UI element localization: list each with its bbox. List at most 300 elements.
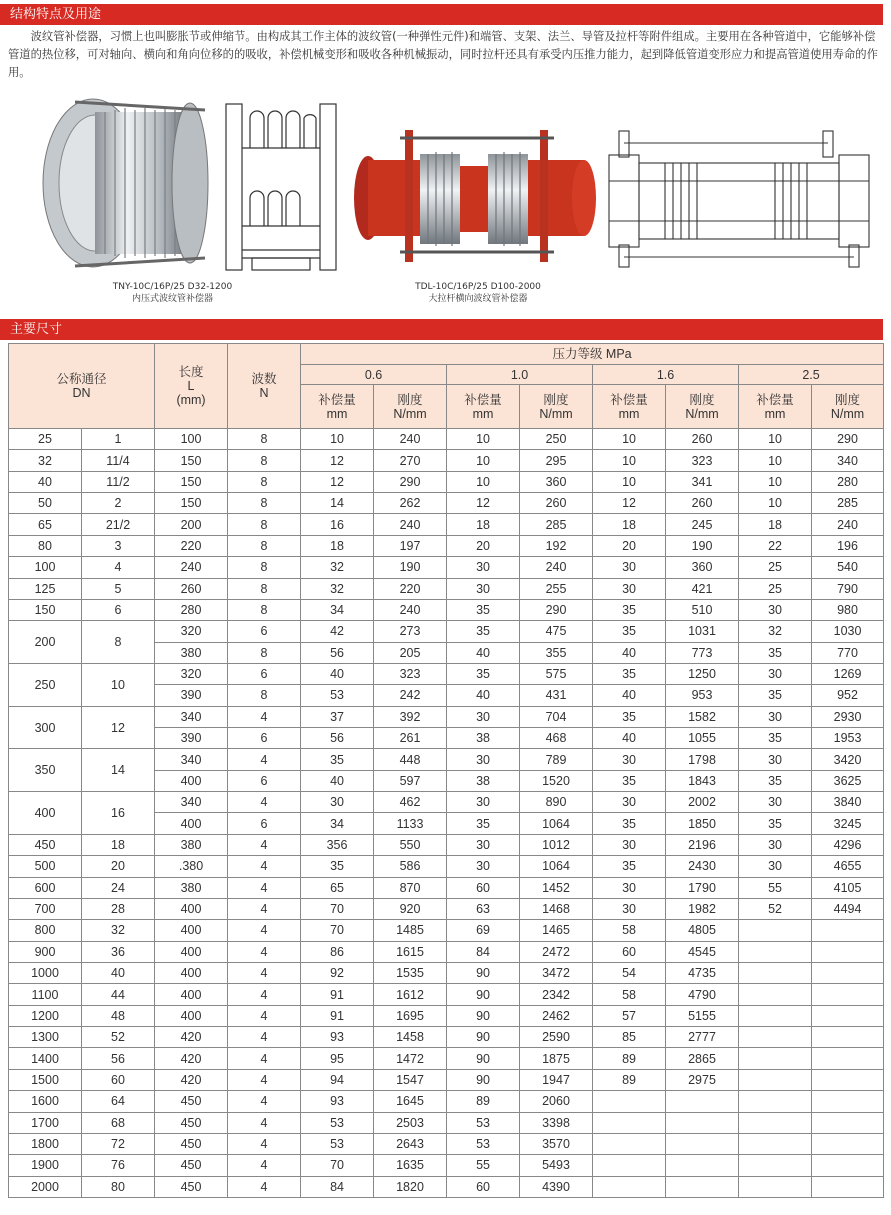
table-cell: 8 — [228, 514, 301, 535]
table-cell: 35 — [593, 599, 666, 620]
table-cell: 54 — [593, 962, 666, 983]
table-cell — [739, 1176, 812, 1197]
table-cell: 586 — [374, 856, 447, 877]
table-cell: 400 — [155, 813, 228, 834]
table-cell — [666, 1176, 739, 1197]
table-cell: 32 — [301, 578, 374, 599]
table-cell: 65 — [301, 877, 374, 898]
header-sub-label: 刚度 — [689, 392, 715, 407]
cell-dn: 20 — [82, 856, 155, 877]
table-row — [9, 1005, 884, 1026]
cell-dn: 400 — [9, 792, 82, 835]
table-cell: 4105 — [812, 877, 884, 898]
table-cell: 8 — [228, 642, 301, 663]
table-cell: 240 — [812, 514, 884, 535]
table-cell — [739, 1091, 812, 1112]
table-cell: 84 — [447, 941, 520, 962]
table-cell: 56 — [301, 728, 374, 749]
table-cell — [812, 1133, 884, 1154]
table-cell: 704 — [520, 706, 593, 727]
table-cell: 30 — [447, 856, 520, 877]
table-cell: 25 — [739, 578, 812, 599]
table-cell — [739, 984, 812, 1005]
cell-dn: 11/4 — [82, 450, 155, 471]
table-cell: 35 — [739, 813, 812, 834]
table-cell: 57 — [593, 1005, 666, 1026]
table-cell: 4 — [228, 1005, 301, 1026]
table-cell: 35 — [593, 663, 666, 684]
table-cell: 320 — [155, 663, 228, 684]
table-row — [9, 984, 884, 1005]
table-cell: 1547 — [374, 1069, 447, 1090]
cell-dn: 2000 — [9, 1176, 82, 1197]
table-cell: 220 — [374, 578, 447, 599]
table-cell: 70 — [301, 920, 374, 941]
table-cell: 790 — [812, 578, 884, 599]
table-cell: 30 — [739, 834, 812, 855]
cell-dn: 6 — [82, 599, 155, 620]
table-cell: 60 — [447, 877, 520, 898]
cell-dn: 300 — [9, 706, 82, 749]
table-cell: 14 — [301, 493, 374, 514]
table-cell: 8 — [228, 599, 301, 620]
table-cell: 1520 — [520, 770, 593, 791]
table-cell — [739, 1069, 812, 1090]
table-cell: 953 — [666, 685, 739, 706]
cell-dn: 1300 — [9, 1027, 82, 1048]
table-cell: 240 — [520, 557, 593, 578]
table-cell: 4 — [228, 1176, 301, 1197]
caption-name: 内压式波纹管补偿器 — [131, 294, 213, 304]
table-cell: 250 — [520, 429, 593, 450]
cell-dn: 4 — [82, 557, 155, 578]
table-cell: 1133 — [374, 813, 447, 834]
table-cell: 30 — [447, 706, 520, 727]
table-cell: 8 — [228, 429, 301, 450]
table-cell: 18 — [301, 535, 374, 556]
table-cell: 1250 — [666, 663, 739, 684]
table-cell: 12 — [593, 493, 666, 514]
table-row — [9, 514, 884, 535]
table-cell: 30 — [593, 792, 666, 813]
table-cell: 1485 — [374, 920, 447, 941]
table-cell: 6 — [228, 728, 301, 749]
table-cell: 1012 — [520, 834, 593, 855]
table-cell — [812, 1069, 884, 1090]
table-cell: 1472 — [374, 1048, 447, 1069]
cell-dn: 600 — [9, 877, 82, 898]
table-cell: 12 — [301, 450, 374, 471]
table-cell — [666, 1112, 739, 1133]
table-cell: 55 — [447, 1155, 520, 1176]
table-cell: 380 — [155, 877, 228, 898]
cell-dn: 25 — [9, 429, 82, 450]
table-cell: 6 — [228, 621, 301, 642]
table-cell: 1982 — [666, 898, 739, 919]
table-cell: 262 — [374, 493, 447, 514]
table-cell: 60 — [447, 1176, 520, 1197]
table-cell: 192 — [520, 535, 593, 556]
table-cell: 10 — [739, 471, 812, 492]
table-cell: 3472 — [520, 962, 593, 983]
table-cell: 390 — [155, 728, 228, 749]
table-cell: 323 — [374, 663, 447, 684]
table-cell: 2930 — [812, 706, 884, 727]
table-cell: 10 — [447, 471, 520, 492]
cell-dn: 125 — [9, 578, 82, 599]
table-cell: 4655 — [812, 856, 884, 877]
table-cell: 190 — [374, 557, 447, 578]
table-row — [9, 1112, 884, 1133]
table-cell: 35 — [447, 621, 520, 642]
cell-dn: 56 — [82, 1048, 155, 1069]
table-row — [9, 535, 884, 556]
table-cell: 400 — [155, 1005, 228, 1026]
table-cell: 93 — [301, 1027, 374, 1048]
table-cell: 91 — [301, 1005, 374, 1026]
table-cell: 6 — [228, 770, 301, 791]
header-sub-unit: N/mm — [685, 406, 719, 421]
table-cell: 18 — [447, 514, 520, 535]
table-cell: 55 — [739, 877, 812, 898]
table-cell — [739, 1005, 812, 1026]
table-cell: 40 — [593, 728, 666, 749]
table-cell: 400 — [155, 941, 228, 962]
header-waves-sub: N — [259, 386, 269, 400]
table-cell — [812, 1048, 884, 1069]
table-cell: 35 — [739, 685, 812, 706]
table-cell: 2777 — [666, 1027, 739, 1048]
table-cell: 890 — [520, 792, 593, 813]
table-cell: 196 — [812, 535, 884, 556]
table-cell: 1695 — [374, 1005, 447, 1026]
table-cell: 2060 — [520, 1091, 593, 1112]
table-cell: 420 — [155, 1027, 228, 1048]
table-cell: 4 — [228, 834, 301, 855]
table-cell: 4805 — [666, 920, 739, 941]
table-cell: 37 — [301, 706, 374, 727]
table-cell: 540 — [812, 557, 884, 578]
table-row — [9, 792, 884, 813]
table-cell: 90 — [447, 1069, 520, 1090]
cell-dn: 76 — [82, 1155, 155, 1176]
table-cell: 70 — [301, 898, 374, 919]
cell-dn: 1200 — [9, 1005, 82, 1026]
table-cell: 980 — [812, 599, 884, 620]
table-cell: 93 — [301, 1091, 374, 1112]
table-cell: 285 — [812, 493, 884, 514]
table-cell: 4 — [228, 962, 301, 983]
table-cell: 420 — [155, 1048, 228, 1069]
header-sub-unit: mm — [326, 406, 348, 421]
table-cell: 63 — [447, 898, 520, 919]
table-cell — [593, 1112, 666, 1133]
table-cell: 575 — [520, 663, 593, 684]
cell-dn: 150 — [9, 599, 82, 620]
cell-dn: 40 — [82, 962, 155, 983]
table-cell: 260 — [666, 493, 739, 514]
cell-dn: 1600 — [9, 1091, 82, 1112]
cell-dn: 18 — [82, 834, 155, 855]
header-length-sub: L — [187, 379, 195, 393]
cell-dn: 68 — [82, 1112, 155, 1133]
header-level: 1.6 — [593, 365, 739, 385]
table-cell: 5155 — [666, 1005, 739, 1026]
table-cell: 550 — [374, 834, 447, 855]
table-cell: 40 — [301, 770, 374, 791]
table-cell: 30 — [447, 557, 520, 578]
table-cell: 4 — [228, 706, 301, 727]
table-cell — [739, 1048, 812, 1069]
table-cell: 240 — [374, 599, 447, 620]
cell-dn: 700 — [9, 898, 82, 919]
header-stiffness — [374, 385, 447, 429]
table-cell: 245 — [666, 514, 739, 535]
table-cell: 30 — [593, 877, 666, 898]
table-cell: 3625 — [812, 770, 884, 791]
table-cell: 30 — [739, 706, 812, 727]
table-cell: 240 — [155, 557, 228, 578]
table-cell: 450 — [155, 1176, 228, 1197]
table-row — [9, 578, 884, 599]
table-cell: 35 — [739, 770, 812, 791]
table-cell: 510 — [666, 599, 739, 620]
table-cell: 2196 — [666, 834, 739, 855]
cell-dn: 900 — [9, 941, 82, 962]
table-row — [9, 429, 884, 450]
table-cell: 320 — [155, 621, 228, 642]
table-cell: 35 — [447, 663, 520, 684]
cell-dn: 3 — [82, 535, 155, 556]
table-cell: 4 — [228, 1091, 301, 1112]
table-cell: 380 — [155, 834, 228, 855]
table-cell: 10 — [739, 493, 812, 514]
header-sub-unit: mm — [472, 406, 494, 421]
table-row — [9, 1176, 884, 1197]
table-cell: 4494 — [812, 898, 884, 919]
table-row — [9, 493, 884, 514]
table-cell: 220 — [155, 535, 228, 556]
table-cell: 1820 — [374, 1176, 447, 1197]
table-cell: 92 — [301, 962, 374, 983]
table-cell: 35 — [593, 813, 666, 834]
table-cell: 1645 — [374, 1091, 447, 1112]
table-cell: 355 — [520, 642, 593, 663]
table-cell: 261 — [374, 728, 447, 749]
table-cell: 94 — [301, 1069, 374, 1090]
table-cell: 10 — [739, 450, 812, 471]
table-cell — [739, 1133, 812, 1154]
table-cell: 1452 — [520, 877, 593, 898]
table-cell: 85 — [593, 1027, 666, 1048]
table-cell: 4545 — [666, 941, 739, 962]
table-cell: 35 — [301, 749, 374, 770]
table-cell: 190 — [666, 535, 739, 556]
table-cell: 53 — [301, 1133, 374, 1154]
table-row — [9, 898, 884, 919]
table-cell: 340 — [155, 706, 228, 727]
table-cell: 4 — [228, 1069, 301, 1090]
table-cell — [812, 1176, 884, 1197]
table-cell — [593, 1155, 666, 1176]
table-row — [9, 1048, 884, 1069]
header-stiffness — [520, 385, 593, 429]
table-cell: 360 — [520, 471, 593, 492]
table-cell: 8 — [228, 578, 301, 599]
header-sub-label: 刚度 — [835, 392, 861, 407]
table-cell: 90 — [447, 962, 520, 983]
cell-dn: 64 — [82, 1091, 155, 1112]
table-cell: 3840 — [812, 792, 884, 813]
table-cell: 150 — [155, 471, 228, 492]
table-cell: 280 — [812, 471, 884, 492]
table-cell: 30 — [739, 856, 812, 877]
table-row — [9, 1027, 884, 1048]
table-cell — [812, 984, 884, 1005]
table-cell: 1064 — [520, 856, 593, 877]
table-cell: 38 — [447, 770, 520, 791]
table-cell: 789 — [520, 749, 593, 770]
table-row — [9, 1155, 884, 1176]
table-cell: 95 — [301, 1048, 374, 1069]
table-cell: 1790 — [666, 877, 739, 898]
table-cell: 18 — [593, 514, 666, 535]
cell-dn: 1800 — [9, 1133, 82, 1154]
table-cell: 205 — [374, 642, 447, 663]
header-sub-label: 补偿量 — [464, 392, 502, 407]
table-cell: 270 — [374, 450, 447, 471]
cell-dn: 80 — [9, 535, 82, 556]
table-cell: 1612 — [374, 984, 447, 1005]
header-waves-label: 波数 — [251, 372, 277, 386]
table-cell: 240 — [374, 514, 447, 535]
table-cell: 870 — [374, 877, 447, 898]
table-cell: 34 — [301, 813, 374, 834]
header-pressure: 压力等级 MPa — [301, 344, 884, 365]
cell-dn: 80 — [82, 1176, 155, 1197]
table-cell: 770 — [812, 642, 884, 663]
caption-name: 大拉杆横向波纹管补偿器 — [428, 294, 528, 304]
table-cell: 40 — [593, 685, 666, 706]
table-row — [9, 856, 884, 877]
table-row — [9, 877, 884, 898]
table-cell: 84 — [301, 1176, 374, 1197]
table-cell: 4 — [228, 920, 301, 941]
table-cell: 1947 — [520, 1069, 593, 1090]
table-cell: 340 — [155, 792, 228, 813]
table-cell: 53 — [301, 1112, 374, 1133]
cell-dn: 1100 — [9, 984, 82, 1005]
table-cell: 1798 — [666, 749, 739, 770]
table-cell: 260 — [520, 493, 593, 514]
header-sub-unit: mm — [618, 406, 640, 421]
cell-dn: 44 — [82, 984, 155, 1005]
table-cell — [812, 941, 884, 962]
cell-dn: 8 — [82, 621, 155, 664]
cell-dn: 48 — [82, 1005, 155, 1026]
header-sub-unit: N/mm — [539, 406, 573, 421]
table-cell: 12 — [301, 471, 374, 492]
cell-dn: 1 — [82, 429, 155, 450]
table-cell: 30 — [739, 749, 812, 770]
table-cell: 200 — [155, 514, 228, 535]
table-cell: 53 — [447, 1112, 520, 1133]
table-cell: 1953 — [812, 728, 884, 749]
table-cell: 30 — [593, 578, 666, 599]
header-level: 0.6 — [301, 365, 447, 385]
table-cell: 431 — [520, 685, 593, 706]
table-cell: 20 — [447, 535, 520, 556]
table-cell — [739, 1155, 812, 1176]
table-cell: 468 — [520, 728, 593, 749]
table-cell: 150 — [155, 450, 228, 471]
table-cell: 4296 — [812, 834, 884, 855]
table-cell: 400 — [155, 920, 228, 941]
table-cell: 450 — [155, 1133, 228, 1154]
table-cell: 8 — [228, 493, 301, 514]
table-cell — [812, 1155, 884, 1176]
cell-dn: 450 — [9, 834, 82, 855]
table-cell: .380 — [155, 856, 228, 877]
cell-dn: 500 — [9, 856, 82, 877]
cell-dn: 1900 — [9, 1155, 82, 1176]
table-cell: 290 — [520, 599, 593, 620]
table-cell — [593, 1133, 666, 1154]
table-cell: 5493 — [520, 1155, 593, 1176]
table-row — [9, 450, 884, 471]
table-cell: 32 — [739, 621, 812, 642]
table-cell: 1843 — [666, 770, 739, 791]
table-cell: 3570 — [520, 1133, 593, 1154]
table-cell: 323 — [666, 450, 739, 471]
header-stiffness — [666, 385, 739, 429]
table-cell: 295 — [520, 450, 593, 471]
table-cell: 400 — [155, 898, 228, 919]
table-cell: 4 — [228, 792, 301, 813]
table-cell: 35 — [447, 599, 520, 620]
header-compensation — [301, 385, 374, 429]
table-cell: 56 — [301, 642, 374, 663]
caption-internal-pressure — [85, 281, 260, 305]
table-cell: 285 — [520, 514, 593, 535]
table-cell: 30 — [447, 749, 520, 770]
table-cell: 40 — [447, 685, 520, 706]
table-cell: 280 — [155, 599, 228, 620]
table-cell: 89 — [447, 1091, 520, 1112]
table-cell: 70 — [301, 1155, 374, 1176]
table-cell: 4 — [228, 898, 301, 919]
table-row — [9, 962, 884, 983]
table-cell: 400 — [155, 770, 228, 791]
table-cell: 35 — [739, 642, 812, 663]
table-row — [9, 834, 884, 855]
table-cell: 3245 — [812, 813, 884, 834]
cell-dn: 800 — [9, 920, 82, 941]
header-waves — [228, 344, 301, 429]
cell-dn: 1000 — [9, 962, 82, 983]
table-row — [9, 599, 884, 620]
header-sub-unit: N/mm — [393, 406, 427, 421]
cell-dn: 100 — [9, 557, 82, 578]
table-cell: 12 — [447, 493, 520, 514]
cell-dn: 40 — [9, 471, 82, 492]
table-cell: 86 — [301, 941, 374, 962]
header-dn-sub: DN — [72, 386, 91, 400]
table-cell: 30 — [447, 834, 520, 855]
table-cell: 32 — [301, 557, 374, 578]
table-cell — [666, 1133, 739, 1154]
table-cell: 40 — [301, 663, 374, 684]
